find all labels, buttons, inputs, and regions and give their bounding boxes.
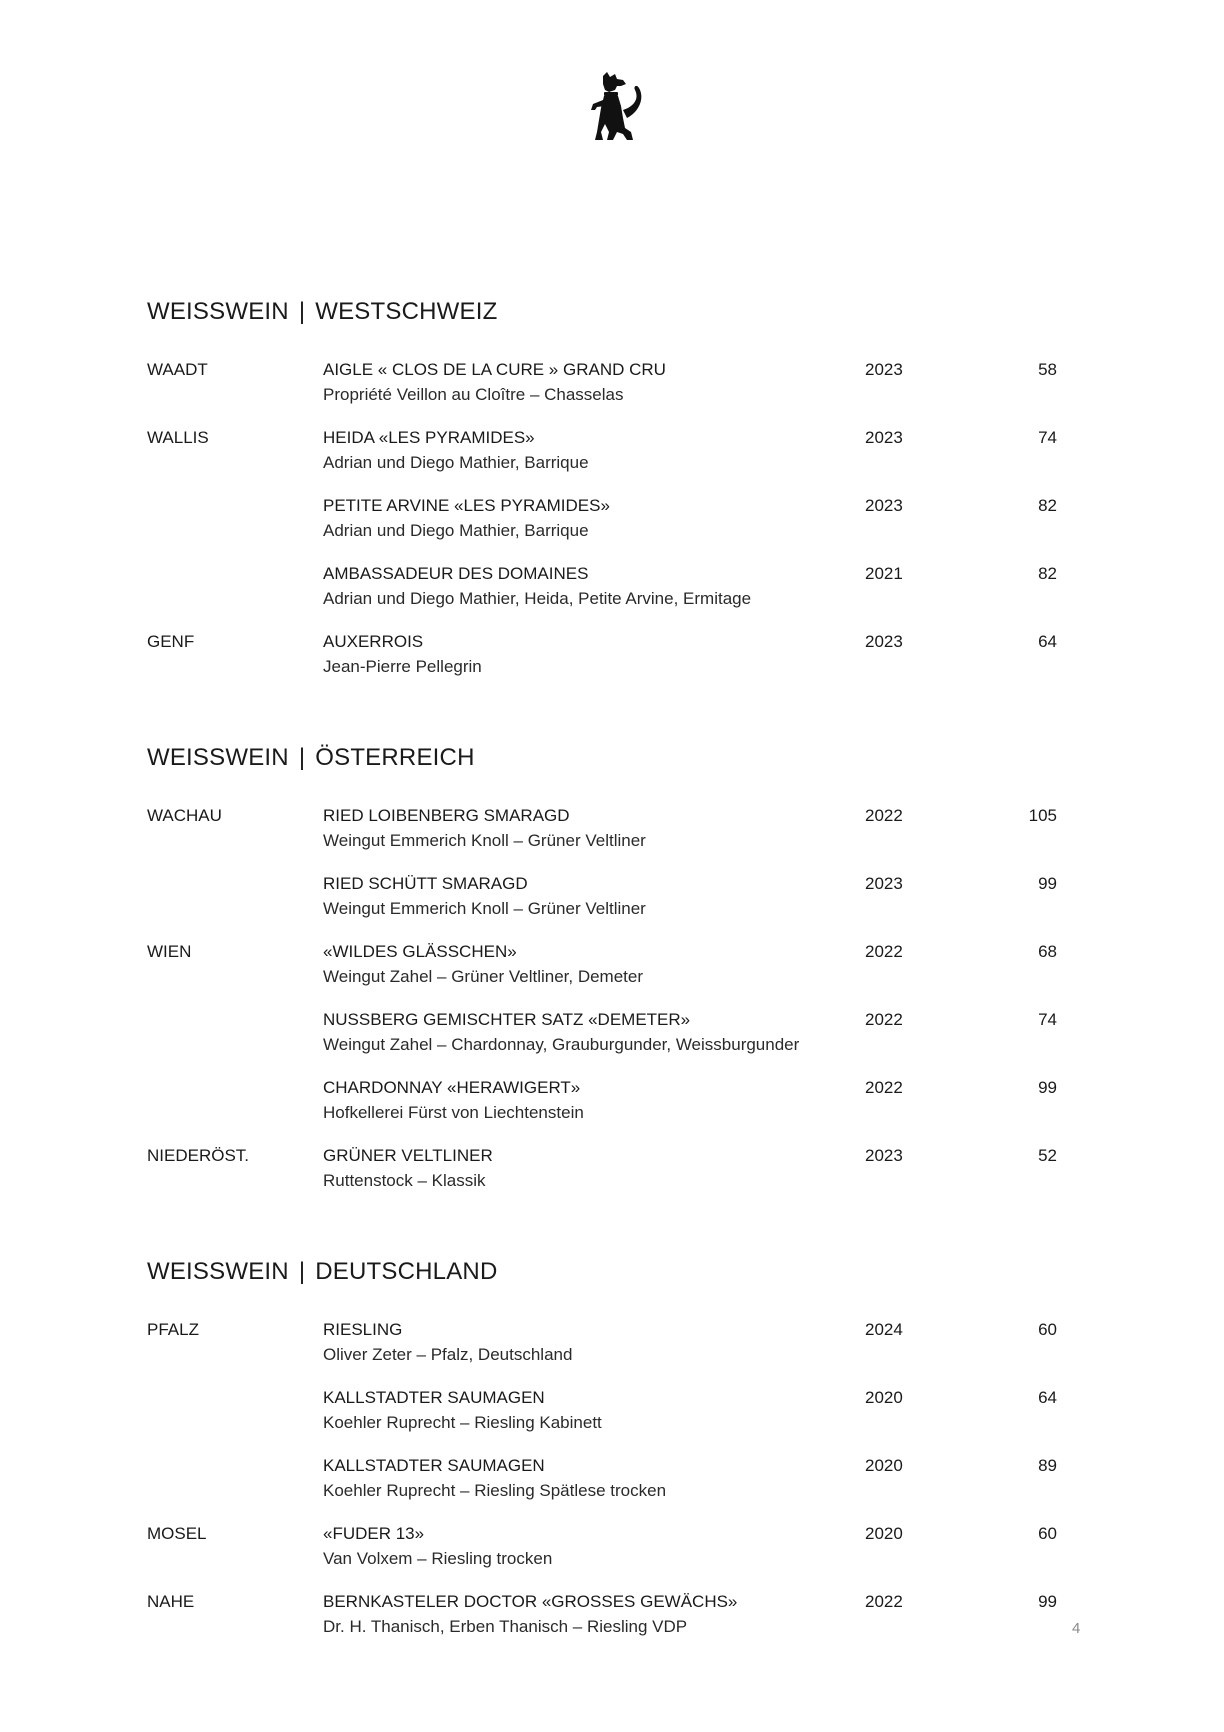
wine-producer: Koehler Ruprecht – Riesling Kabinett xyxy=(323,1413,602,1432)
wine-region: NAHE xyxy=(147,1592,195,1611)
wine-entry xyxy=(147,1076,1057,1144)
wine-price: 60 xyxy=(1038,1524,1057,1543)
wine-region: NIEDERÖST. xyxy=(147,1146,250,1165)
wine-entry xyxy=(147,940,1057,1008)
wine-price: 82 xyxy=(1038,564,1057,583)
wine-price: 74 xyxy=(1038,1010,1057,1029)
wine-price: 64 xyxy=(1038,1388,1057,1407)
wine-producer: Hofkellerei Fürst von Liechtenstein xyxy=(323,1103,584,1122)
section-title-separator: | xyxy=(298,298,306,325)
wine-year: 2022 xyxy=(865,1010,903,1029)
wine-entry xyxy=(147,358,1057,426)
wine-entry xyxy=(147,1454,1057,1522)
wine-name: AIGLE « CLOS DE LA CURE » GRAND CRU xyxy=(323,360,666,379)
wine-entry xyxy=(147,630,1057,698)
wine-name: KALLSTADTER SAUMAGEN xyxy=(323,1388,545,1407)
wine-year: 2024 xyxy=(865,1320,903,1339)
wine-name: GRÜNER VELTLINER xyxy=(323,1146,493,1165)
wine-entry xyxy=(147,1386,1057,1454)
section-oesterreich xyxy=(147,738,1057,1212)
wine-entry xyxy=(147,804,1057,872)
wine-year: 2022 xyxy=(865,1078,903,1097)
section-title-separator: | xyxy=(298,744,306,771)
wine-year: 2023 xyxy=(865,496,903,515)
wine-producer: Weingut Emmerich Knoll – Grüner Veltliner xyxy=(323,899,646,918)
wine-year: 2023 xyxy=(865,428,903,447)
wine-entry xyxy=(147,872,1057,940)
wine-price: 89 xyxy=(1038,1456,1057,1475)
wine-producer: Weingut Emmerich Knoll – Grüner Veltliner xyxy=(323,831,646,850)
wine-year: 2022 xyxy=(865,806,903,825)
section-westschweiz xyxy=(147,292,1057,698)
wine-price: 64 xyxy=(1038,632,1057,651)
wine-entry xyxy=(147,1522,1057,1590)
wine-region: WALLIS xyxy=(147,428,209,447)
wine-name: RIESLING xyxy=(323,1320,403,1339)
wine-producer: Adrian und Diego Mathier, Barrique xyxy=(323,521,589,540)
wine-name: KALLSTADTER SAUMAGEN xyxy=(323,1456,545,1475)
wine-name: BERNKASTELER DOCTOR «GROSSES GEWÄCHS» xyxy=(323,1592,738,1611)
wine-price: 58 xyxy=(1038,360,1057,379)
wine-entry xyxy=(147,1590,1057,1658)
wine-year: 2020 xyxy=(865,1524,903,1543)
wine-producer: Jean-Pierre Pellegrin xyxy=(323,657,482,676)
wine-entry xyxy=(147,426,1057,494)
wine-price: 52 xyxy=(1038,1146,1057,1165)
wine-year: 2021 xyxy=(865,564,903,583)
wine-name: RIED LOIBENBERG SMARAGD xyxy=(323,806,570,825)
wine-year: 2022 xyxy=(865,942,903,961)
wine-year: 2023 xyxy=(865,874,903,893)
wine-year: 2023 xyxy=(865,360,903,379)
wine-entry xyxy=(147,1008,1057,1076)
wine-year: 2023 xyxy=(865,632,903,651)
wine-price: 68 xyxy=(1038,942,1057,961)
wine-producer: Adrian und Diego Mathier, Heida, Petite Arvine, Ermitage xyxy=(323,589,752,608)
section-title-category: WEISSWEIN xyxy=(147,298,289,325)
wine-entry xyxy=(147,562,1057,630)
wine-producer: Weingut Zahel – Grüner Veltliner, Demeter xyxy=(323,967,644,986)
wine-name: CHARDONNAY «HERAWIGERT» xyxy=(323,1078,581,1097)
wine-price: 99 xyxy=(1038,1078,1057,1097)
section-title-country: DEUTSCHLAND xyxy=(315,1258,498,1285)
section-title-country: ÖSTERREICH xyxy=(315,744,475,771)
heraldic-dog-icon xyxy=(579,70,651,150)
section-title xyxy=(147,1252,1057,1292)
wine-price: 60 xyxy=(1038,1320,1057,1339)
wine-region: WIEN xyxy=(147,942,192,961)
page-number: 4 xyxy=(1072,1620,1081,1637)
wine-region: GENF xyxy=(147,632,195,651)
wine-name: «FUDER 13» xyxy=(323,1524,425,1543)
wine-region: MOSEL xyxy=(147,1524,207,1543)
section-title-category: WEISSWEIN xyxy=(147,744,289,771)
wine-producer: Oliver Zeter – Pfalz, Deutschland xyxy=(323,1345,573,1364)
section-title-country: WESTSCHWEIZ xyxy=(315,298,498,325)
wine-price: 99 xyxy=(1038,1592,1057,1611)
wine-producer: Koehler Ruprecht – Riesling Spätlese trocken xyxy=(323,1481,667,1500)
section-title-category: WEISSWEIN xyxy=(147,1258,289,1285)
wine-region: WACHAU xyxy=(147,806,222,825)
wine-region: WAADT xyxy=(147,360,208,379)
wine-price: 74 xyxy=(1038,428,1057,447)
wine-name: NUSSBERG GEMISCHTER SATZ «DEMETER» xyxy=(323,1010,691,1029)
wine-list xyxy=(147,292,1057,1698)
section-title xyxy=(147,292,1057,332)
wine-name: RIED SCHÜTT SMARAGD xyxy=(323,874,528,893)
wine-producer: Weingut Zahel – Chardonnay, Grauburgunder, Weissburgunder xyxy=(323,1035,800,1054)
wine-price: 82 xyxy=(1038,496,1057,515)
wine-price: 105 xyxy=(1028,806,1057,825)
wine-price: 99 xyxy=(1038,874,1057,893)
wine-year: 2020 xyxy=(865,1456,903,1475)
wine-year: 2023 xyxy=(865,1146,903,1165)
wine-year: 2022 xyxy=(865,1592,903,1611)
section-title xyxy=(147,738,1057,778)
section-title-separator: | xyxy=(298,1258,306,1285)
wine-producer: Propriété Veillon au Cloître – Chasselas xyxy=(323,385,624,404)
wine-region: PFALZ xyxy=(147,1320,199,1339)
wine-producer: Adrian und Diego Mathier, Barrique xyxy=(323,453,589,472)
wine-entry xyxy=(147,1144,1057,1212)
wine-producer: Dr. H. Thanisch, Erben Thanisch – Riesling VDP xyxy=(323,1617,688,1636)
wine-name: HEIDA «LES PYRAMIDES» xyxy=(323,428,535,447)
wine-year: 2020 xyxy=(865,1388,903,1407)
section-deutschland xyxy=(147,1252,1057,1658)
wine-name: «WILDES GLÄSSCHEN» xyxy=(323,942,517,961)
wine-name: PETITE ARVINE «LES PYRAMIDES» xyxy=(323,496,610,515)
wine-name: AMBASSADEUR DES DOMAINES xyxy=(323,564,589,583)
wine-entry xyxy=(147,494,1057,562)
wine-entry xyxy=(147,1318,1057,1386)
wine-producer: Ruttenstock – Klassik xyxy=(323,1171,486,1190)
wine-producer: Van Volxem – Riesling trocken xyxy=(323,1549,553,1568)
wine-name: AUXERROIS xyxy=(323,632,424,651)
